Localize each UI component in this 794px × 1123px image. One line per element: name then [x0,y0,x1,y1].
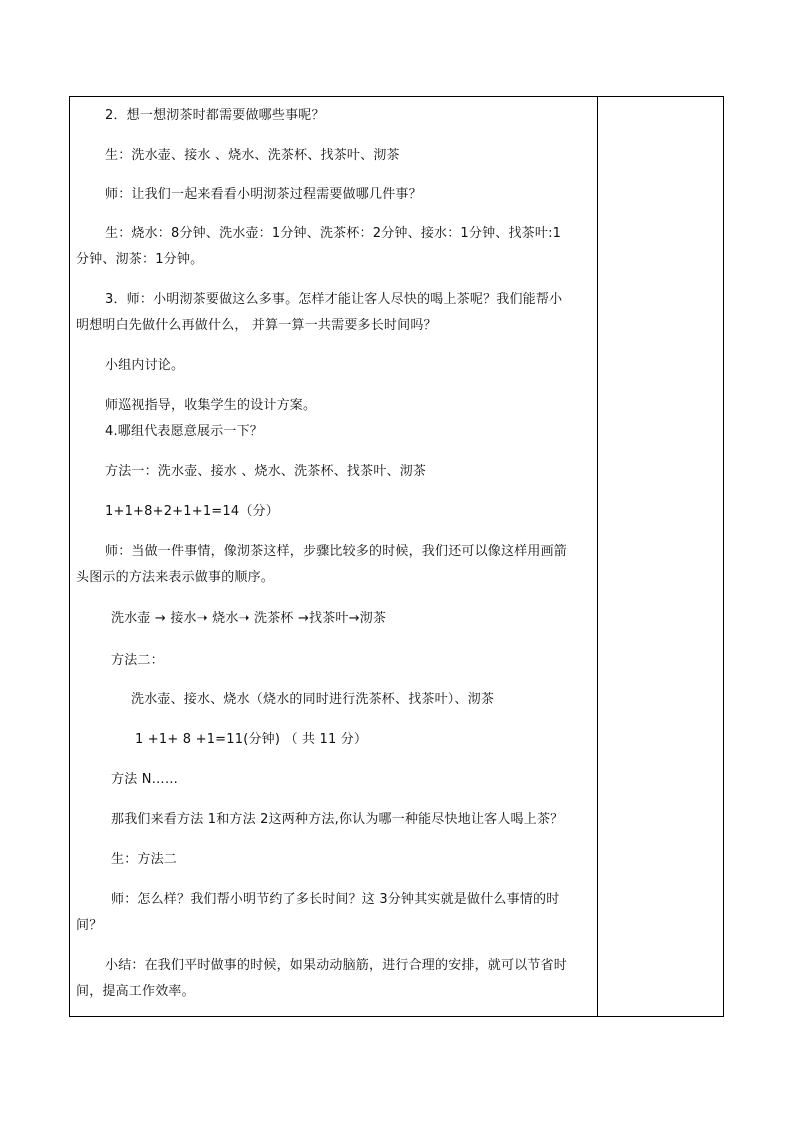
method-one-formula: 1+1+8+2+1+1=14（分） [105,504,279,519]
teacher-question-a: 师：怎么样？我们帮小明节约了多长时间？这 3分钟其实就是做什么事情的时 [111,892,560,907]
group-discussion: 小组内讨论。 [105,358,185,373]
student-answer-3: 生：方法二 [111,852,178,867]
student-answer-2b: 分钟、沏茶：1分钟。 [76,252,204,267]
summary-a: 小结：在我们平时做事的时候，如果动动脑筋，进行合理的安排，就可以节省时 [105,958,568,973]
question-2: 2．想一想沏茶时都需要做哪些事呢？ [105,108,325,123]
method-two: 方法二： [111,653,164,668]
question-4: 4.哪组代表愿意展示一下？ [105,424,264,439]
method-n: 方法 N…… [111,772,179,787]
student-answer-1: 生：洗水壶、接水 、烧水、洗茶杯、找茶叶、沏茶 [105,148,400,163]
summary-b: 间，提高工作效率。 [76,984,195,999]
question-3b: 明想明白先做什么再做什么， 并算一算一共需要多长时间吗？ [76,318,437,333]
teacher-guidance: 师巡视指导，收集学生的设计方案。 [105,398,317,413]
lesson-table [69,96,724,1017]
method-two-steps: 洗水壶、接水、烧水（烧水的同时进行洗茶杯、找茶叶）、沏茶 [131,692,495,707]
student-answer-2a: 生：烧水：8分钟、洗水壶：1分钟、洗茶杯：2分钟、接水：1分钟、找茶叶:1 [105,226,562,241]
arrow-sequence: 洗水壶 → 接水➝ 烧水➝ 洗茶杯 →找茶叶→沏茶 [111,611,387,626]
method-one: 方法一：洗水壶、接水 、烧水、洗茶杯、找茶叶、沏茶 [105,464,427,479]
notes-cell [598,97,723,1016]
method-two-formula: 1 +1+ 8 +1=11(分钟) （ 共 11 分） [135,732,368,747]
teacher-question-b: 间？ [76,918,103,933]
compare-question: 那我们来看方法 1和方法 2这两种方法,你认为哪一种能尽快地让客人喝上茶？ [111,812,564,827]
lesson-content-cell [70,97,597,1016]
teacher-arrow-a: 师：当做一件事情，像沏茶这样，步骤比较多的时候，我们还可以像这样用画箭 [105,544,568,559]
teacher-arrow-b: 头图示的方法来表示做事的顺序。 [76,570,275,585]
teacher-prompt-1: 师：让我们一起来看看小明沏茶过程需要做哪几件事？ [105,187,422,202]
question-3a: 3．师：小明沏茶要做这么多事。怎样才能让客人尽快的喝上茶呢？我们能帮小 [105,292,563,307]
